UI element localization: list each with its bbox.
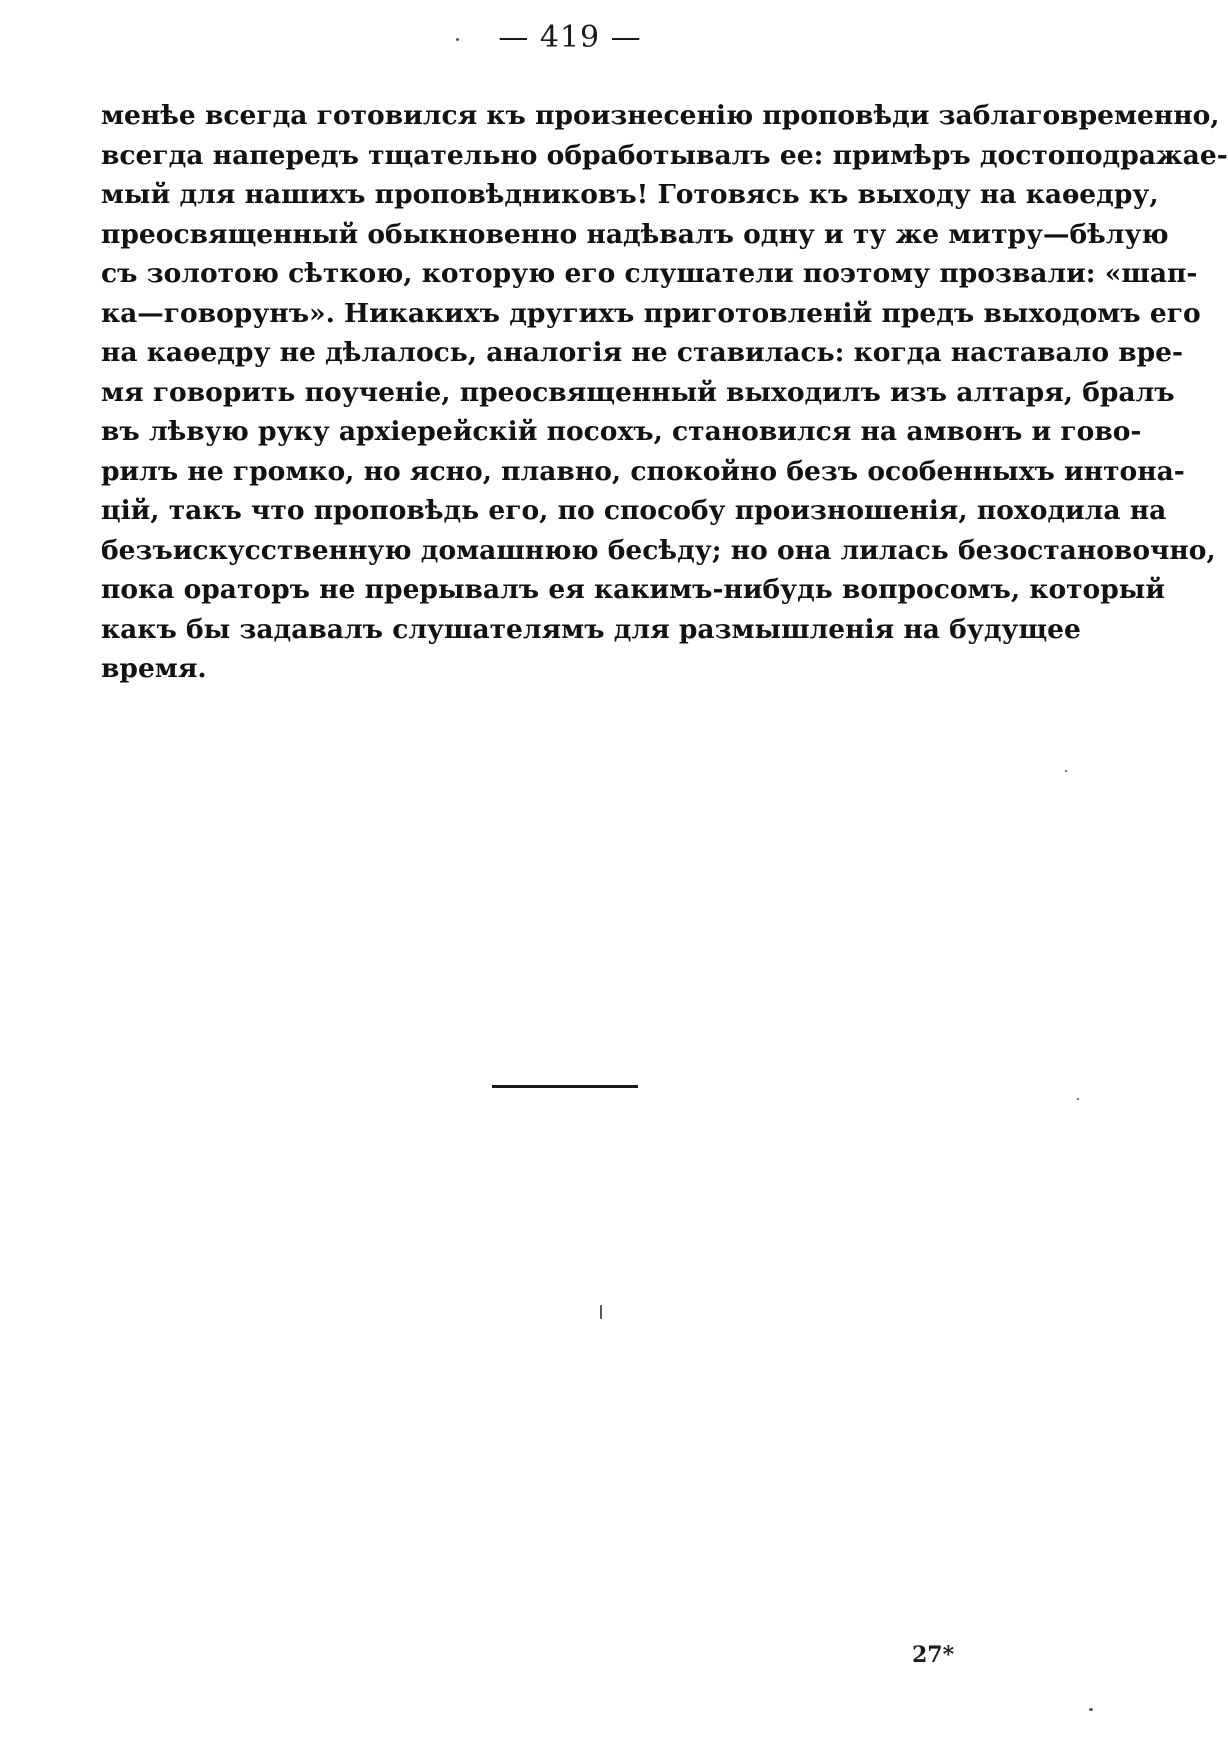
text-line: мый для нашихъ проповѣдниковъ! Готовясь къ выходу на каѳедру, [101,179,1159,210]
text-line: съ золотою сѣткою, которую его слушатели поэтому прозвали: «шап- [101,258,1198,289]
text-line: рилъ не громко, но ясно, плавно, спокойно безъ особенныхъ интона- [101,455,1185,487]
text-line: цій, такъ что проповѣдь его, по способу произношенія, походила на [101,495,1167,526]
text-line: пока ораторъ не прерывалъ ея какимъ-нибудь вопросомъ, который [101,574,1165,605]
scan-speck [1089,1708,1093,1711]
text-line: безъискусственную домашнюю бесѣду; но она лилась безостановочно, [101,534,1216,566]
text-line: преосвященный обыкновенно надѣвалъ одну и ту же митру—бѣлую [101,218,1169,250]
scan-speck [456,38,459,41]
scan-speck [1077,1098,1079,1100]
text-line: ка—говорунъ». Никакихъ другихъ приготовленій предъ выходомъ его [101,297,1201,329]
scan-speck [1065,770,1067,772]
scan-speck [600,1305,602,1319]
text-line: мя говорить поученіе, преосвященный выходилъ изъ алтаря, бралъ [101,376,1175,408]
text-line: время. [101,653,207,684]
section-divider [492,1085,638,1088]
text-line: на каѳедру не дѣлалось, аналогія не ставилась: когда наставало вре- [101,337,1184,368]
text-line: какъ бы задавалъ слушателямъ для размышленія на будущее [101,613,1081,645]
body-paragraph [101,96,1228,689]
signature-mark: 27* [912,1642,955,1668]
text-line: менѣе всегда готовился къ произнесенію проповѣди заблаговременно, [101,100,1220,131]
text-line: въ лѣвую руку архіерейскій посохъ, становился на амвонъ и гово- [101,416,1142,447]
text-line: всегда напередъ тщательно обработывалъ ее: примѣръ достоподражае- [101,139,1228,171]
page-number: — 419 — [498,20,642,55]
